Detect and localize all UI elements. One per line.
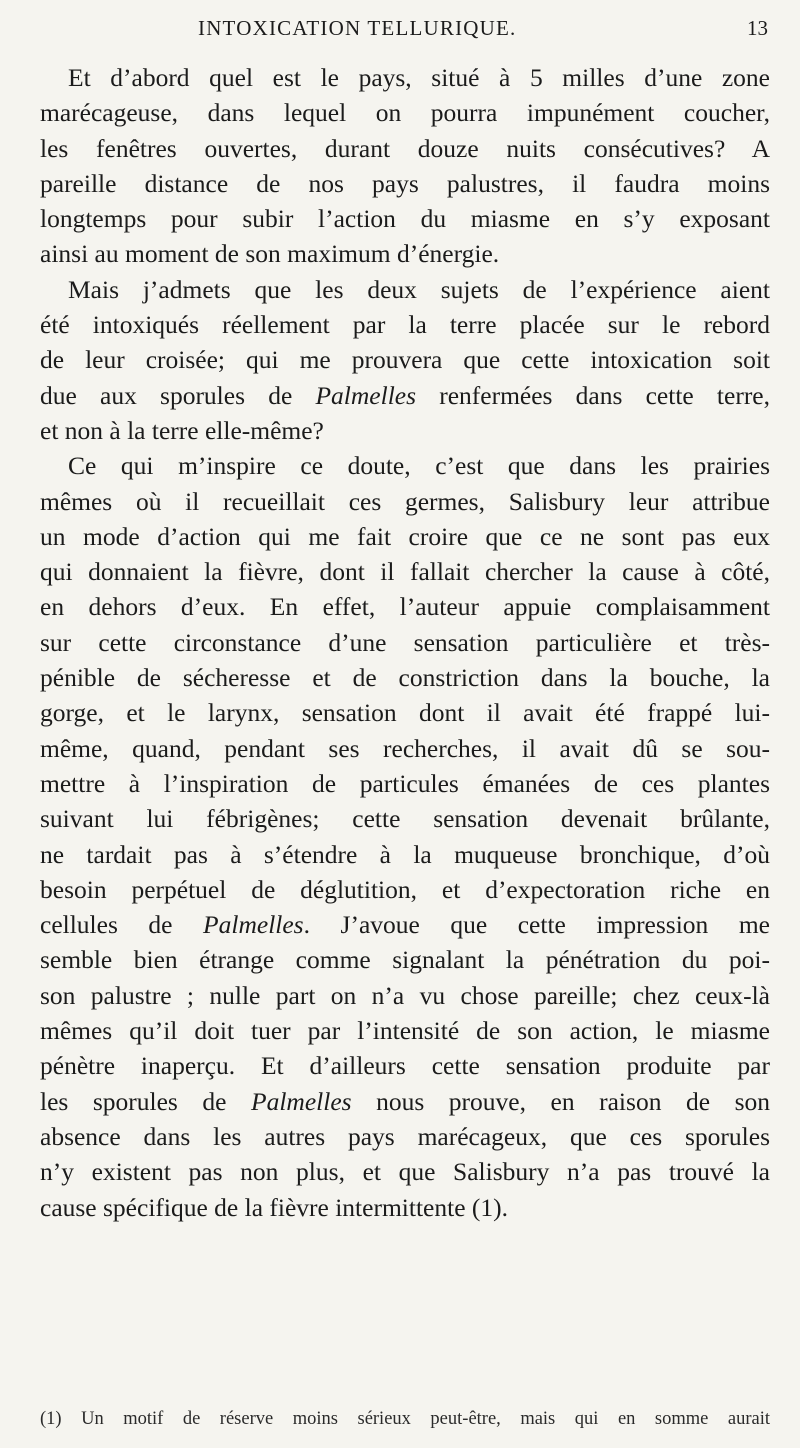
text-line: les sporules de Palmelles nous prouve, en raison de son: [40, 1086, 770, 1116]
text-line: besoin perpétuel de déglutition, et d’expectoration riche en: [40, 874, 770, 904]
running-title: INTOXICATION TELLURIQUE.: [198, 16, 517, 40]
text-line: pareille distance de nos pays palustres, il faudra moins: [40, 168, 770, 198]
text-line: en dehors d’eux. En effet, l’auteur appuie complaisamment: [40, 592, 770, 622]
text-line: cellules de Palmelles. J’avoue que cette impression me: [40, 910, 771, 940]
text-line: marécageuse, dans lequel on pourra impunément coucher,: [40, 98, 770, 128]
text-line: semble bien étrange comme signalant la pénétration du poi-: [40, 945, 770, 975]
text-line: gorge, et le larynx, sensation dont il avait été frappé lui-: [40, 698, 770, 728]
text-line: mêmes qu’il doit tuer par l’intensité de son action, le miasme: [40, 1016, 770, 1046]
text-line: de leur croisée; qui me prouvera que cette intoxication soit: [40, 345, 770, 375]
text-line: Ce qui m’inspire ce doute, c’est que dans les prairies: [68, 451, 770, 481]
text-line: suivant lui fébrigènes; cette sensation devenait brûlante,: [40, 804, 770, 834]
text-line: ne tardait pas à s’étendre à la muqueuse bronchique, d’où: [40, 839, 770, 869]
text-line: Et d’abord quel est le pays, situé à 5 milles d’une zone: [68, 63, 770, 92]
text-line: été intoxiqués réellement par la terre placée sur le rebord: [40, 310, 770, 340]
text-line: cause spécifique de la fièvre intermittente (1).: [40, 1192, 508, 1222]
text-line: longtemps pour subir l’action du miasme en s’y exposant: [40, 204, 770, 234]
text-line: qui donnaient la fièvre, dont il fallait chercher la cause à côté,: [40, 557, 770, 587]
text-line: un mode d’action qui me fait croire que ce ne sont pas eux: [40, 521, 770, 551]
text-line: même, quand, pendant ses recherches, il avait dû se sou-: [40, 733, 770, 763]
running-head: [198, 16, 768, 46]
text-line: son palustre ; nulle part on n’a vu chose pareille; chez ceux-là: [40, 980, 770, 1010]
text-line: n’y existent pas non plus, et que Salisbury n’a pas trouvé la: [40, 1157, 770, 1187]
text-line: ainsi au moment de son maximum d’énergie.: [40, 239, 500, 269]
text-line: les fenêtres ouvertes, durant douze nuits consécutives? A: [40, 133, 770, 163]
text-line: mêmes où il recueillait ces germes, Salisbury leur attribue: [40, 486, 770, 516]
footnote: (1) Un motif de réserve moins sérieux peut-être, mais qui en somme aurait: [40, 1409, 770, 1429]
body-text: [40, 60, 770, 1225]
page-number: 13: [747, 16, 768, 40]
text-line: Mais j’admets que les deux sujets de l’expérience aient: [68, 274, 770, 304]
text-line: sur cette circonstance d’une sensation particulière et très-: [40, 627, 770, 657]
text-line: et non à la terre elle-même?: [40, 415, 324, 445]
text-line: pénible de sécheresse et de constriction dans la bouche, la: [40, 663, 770, 693]
text-line: pénètre inaperçu. Et d’ailleurs cette sensation produite par: [40, 1051, 770, 1081]
text-line: absence dans les autres pays marécageux, que ces sporules: [40, 1121, 770, 1151]
text-line: mettre à l’inspiration de particules émanées de ces plantes: [40, 768, 770, 798]
text-line: due aux sporules de Palmelles renfermées dans cette terre,: [40, 380, 770, 410]
